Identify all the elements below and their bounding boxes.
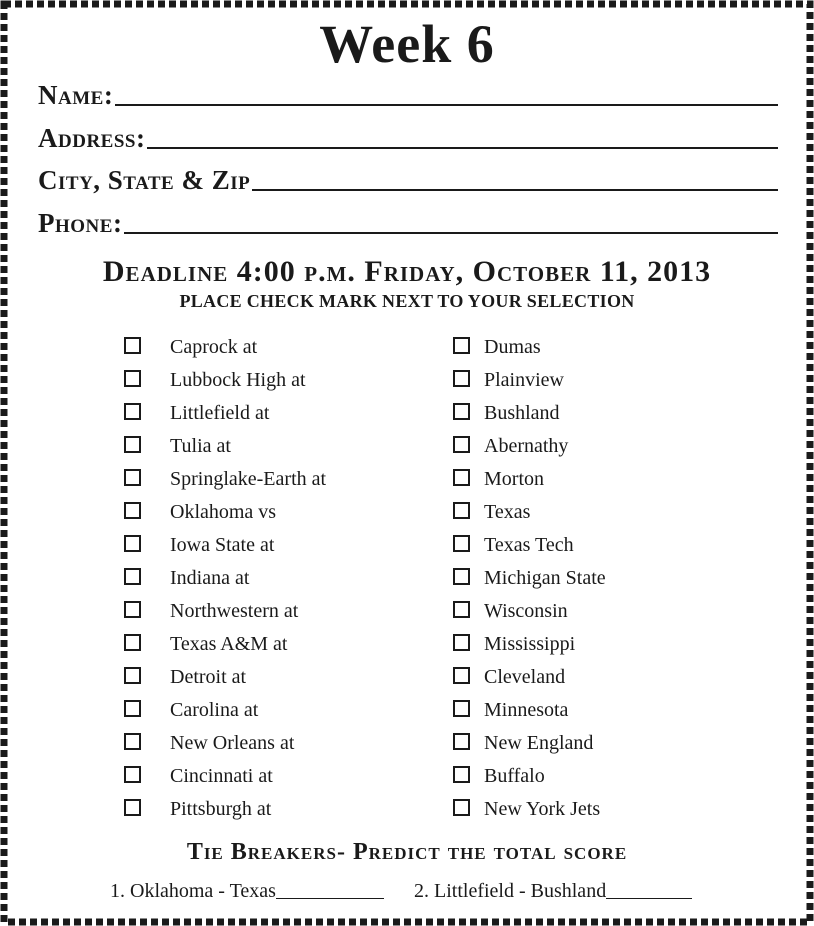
away-team-label: Northwestern at [170, 600, 299, 622]
game-row [124, 663, 644, 696]
game-row [124, 564, 644, 597]
phone-line[interactable] [124, 231, 778, 234]
home-checkbox[interactable] [453, 469, 470, 486]
away-checkbox[interactable] [124, 667, 141, 684]
game-row [124, 630, 644, 663]
game-row [124, 762, 644, 795]
game-row [124, 531, 644, 564]
home-team-label: Bushland [484, 402, 560, 424]
away-team-label: Texas A&M at [170, 633, 288, 655]
name-line[interactable] [115, 103, 778, 106]
address-label: Address: [38, 123, 146, 153]
home-checkbox[interactable] [453, 799, 470, 816]
away-team-label: Iowa State at [170, 534, 275, 556]
home-team-label: Texas Tech [484, 534, 574, 556]
away-checkbox[interactable] [124, 601, 141, 618]
away-team-label: Tulia at [170, 435, 231, 457]
home-checkbox[interactable] [453, 403, 470, 420]
tiebreaker-1-score-line[interactable] [276, 897, 384, 899]
tiebreaker-2-score-line[interactable] [606, 897, 692, 899]
away-checkbox[interactable] [124, 799, 141, 816]
city-state-zip-field[interactable] [38, 163, 778, 193]
game-row [124, 729, 644, 762]
away-team-label: Indiana at [170, 567, 250, 589]
address-line[interactable] [147, 146, 778, 149]
home-team-label: Minnesota [484, 699, 569, 721]
phone-label: Phone: [38, 208, 123, 238]
home-team-label: Cleveland [484, 666, 566, 688]
away-team-label: Oklahoma vs [170, 501, 277, 523]
away-checkbox[interactable] [124, 733, 141, 750]
game-row [124, 465, 644, 498]
home-checkbox[interactable] [453, 667, 470, 684]
name-field[interactable] [38, 78, 778, 108]
phone-field[interactable] [38, 206, 778, 236]
instruction-text: PLACE CHECK MARK NEXT TO YOUR SELECTION [179, 291, 635, 311]
tiebreakers-heading: Tie Breakers- Predict the total score [186, 839, 628, 865]
tiebreaker-2-label: 2. Littlefield - Bushland [414, 880, 607, 902]
home-checkbox[interactable] [453, 700, 470, 717]
home-team-label: Buffalo [484, 765, 545, 787]
home-checkbox[interactable] [453, 634, 470, 651]
game-row [124, 399, 644, 432]
game-row [124, 333, 644, 366]
away-checkbox[interactable] [124, 370, 141, 387]
home-checkbox[interactable] [453, 766, 470, 783]
deadline-heading: Deadline 4:00 p.m. Friday, October 11, 2013 [102, 255, 712, 288]
game-row [124, 696, 644, 729]
away-team-label: Caprock at [170, 336, 258, 358]
away-checkbox[interactable] [124, 469, 141, 486]
away-checkbox[interactable] [124, 436, 141, 453]
home-checkbox[interactable] [453, 502, 470, 519]
home-checkbox[interactable] [453, 436, 470, 453]
away-checkbox[interactable] [124, 568, 141, 585]
home-checkbox[interactable] [453, 733, 470, 750]
away-team-label: Detroit at [170, 666, 247, 688]
home-checkbox[interactable] [453, 568, 470, 585]
game-row [124, 597, 644, 630]
away-checkbox[interactable] [124, 337, 141, 354]
home-team-label: Dumas [484, 336, 541, 358]
away-team-label: Pittsburgh at [170, 798, 272, 820]
away-checkbox[interactable] [124, 634, 141, 651]
home-team-label: Morton [484, 468, 544, 490]
game-row [124, 366, 644, 399]
away-checkbox[interactable] [124, 502, 141, 519]
page-title: Week 6 [319, 14, 495, 74]
tiebreaker-2 [414, 878, 692, 904]
home-checkbox[interactable] [453, 601, 470, 618]
away-team-label: Springlake-Earth at [170, 468, 327, 490]
home-team-label: Texas [484, 501, 531, 523]
home-checkbox[interactable] [453, 370, 470, 387]
home-team-label: Wisconsin [484, 600, 568, 622]
away-checkbox[interactable] [124, 766, 141, 783]
game-row [124, 432, 644, 465]
away-team-label: Littlefield at [170, 402, 270, 424]
home-checkbox[interactable] [453, 535, 470, 552]
home-team-label: New York Jets [484, 798, 601, 820]
city-state-zip-line[interactable] [252, 188, 778, 191]
home-team-label: Abernathy [484, 435, 569, 457]
city-state-zip-label: City, State & Zip [38, 165, 251, 195]
away-checkbox[interactable] [124, 700, 141, 717]
home-checkbox[interactable] [453, 337, 470, 354]
away-team-label: Carolina at [170, 699, 259, 721]
away-checkbox[interactable] [124, 403, 141, 420]
home-team-label: Mississippi [484, 633, 576, 655]
away-team-label: Cincinnati at [170, 765, 273, 787]
game-row [124, 498, 644, 531]
name-label: Name: [38, 80, 114, 110]
home-team-label: Plainview [484, 369, 564, 391]
address-field[interactable] [38, 121, 778, 151]
away-team-label: Lubbock High at [170, 369, 306, 391]
game-row [124, 795, 644, 828]
away-team-label: New Orleans at [170, 732, 295, 754]
games-list [124, 333, 644, 828]
home-team-label: Michigan State [484, 567, 606, 589]
home-team-label: New England [484, 732, 594, 754]
tiebreaker-1-label: 1. Oklahoma - Texas [110, 880, 276, 902]
away-checkbox[interactable] [124, 535, 141, 552]
tiebreaker-1 [110, 878, 384, 904]
